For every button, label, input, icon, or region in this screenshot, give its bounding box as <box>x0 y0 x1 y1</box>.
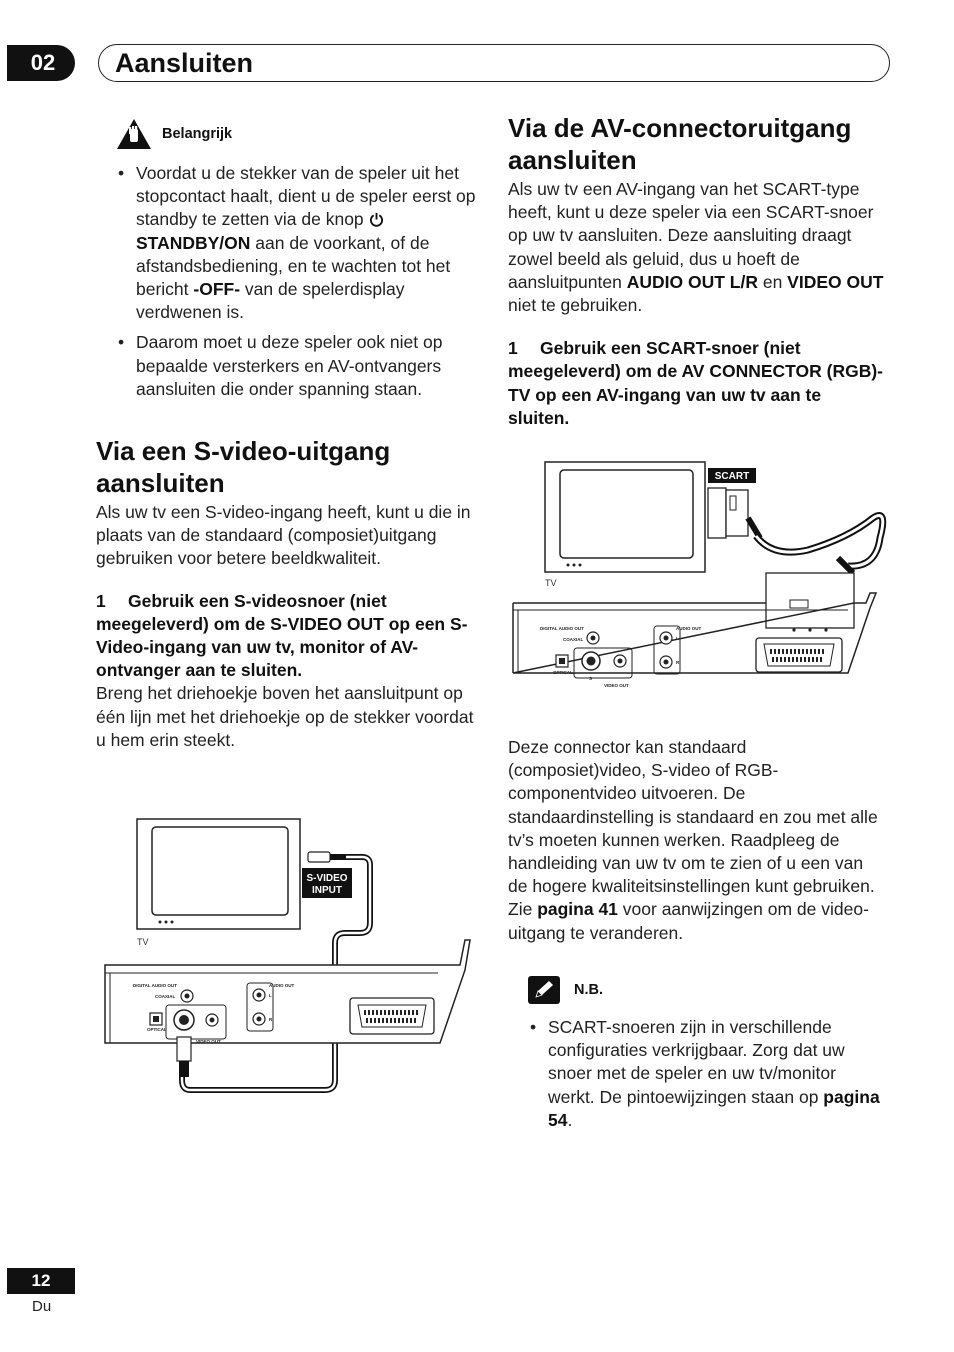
audio-l-label: L <box>676 636 679 641</box>
av-section <box>508 112 886 430</box>
scart-plug-tv <box>708 488 726 538</box>
scart-diagram <box>508 458 888 713</box>
audio-r-label: R <box>676 660 680 665</box>
svideo-diagram <box>100 815 480 1100</box>
av-intro: Als uw tv een AV-ingang van het SCART-type heeft, kunt u deze speler via een SCART-snoer op uw tv aansluiten. Deze aansluiting draagt zowel beeld als geluid, dus u hoeft de aansluitpunten AUDIO OUT L/R en VIDEO OUT niet te gebruiken. <box>508 179 884 316</box>
svideo-plug-tv <box>308 852 330 862</box>
important-bullet-2: • Daarom moet u deze speler ook niet op bepaalde versterkers en AV-ontvangers aansluiten die onder spanning staan. <box>116 331 476 401</box>
svideo-intro: Als uw tv een S-video-ingang heeft, kunt u die in plaats van de standaard (composiet)uitgang gebruiken voor betere beeldkwaliteit. <box>96 502 471 569</box>
optical-label: OPTICAL <box>553 670 573 675</box>
important-bullet-1: • Voordat u de stekker van de speler uit het stopcontact haalt, dient u de speler eerst op standby te zetten via de knop STANDBY/ON aan de voorkant, of de afstandsbediening, en te wachten tot het bericht -OFF- van de spelerdisplay verdwenen is. <box>116 162 476 324</box>
nb-note <box>528 976 886 1139</box>
tv-screen <box>152 827 288 915</box>
tv-label: TV <box>545 578 557 588</box>
audio-l-label: L <box>269 993 272 998</box>
av-title: Via de AV-connectoruitgang aansluiten <box>508 113 852 175</box>
svideo-section <box>96 435 480 752</box>
nb-label: N.B. <box>574 982 603 998</box>
warning-hand-icon <box>116 118 152 150</box>
svideo-input-label-1: S-VIDEO <box>306 873 348 884</box>
digital-audio-out-label: DIGITAL AUDIO OUT <box>540 626 584 631</box>
important-note <box>96 118 476 408</box>
av-step: 1 Gebruik een SCART-snoer (niet meegeleverd) om de AV CONNECTOR (RGB)-TV op een AV-ingang van uw tv aan te sluiten. <box>508 338 884 428</box>
page-number: 12 <box>7 1268 75 1294</box>
svideo-s-label: S <box>589 676 593 681</box>
chapter-title: Aansluiten <box>115 48 254 78</box>
svideo-step: 1 Gebruik een S-videosnoer (niet meegeleverd) om de S-VIDEO OUT op een S-Video-ingang van uw tv, monitor of AV-ontvanger aan te sluiten. <box>96 590 468 681</box>
digital-audio-out-label: DIGITAL AUDIO OUT <box>133 983 177 988</box>
pencil-note-icon <box>528 976 560 1004</box>
chapter-number: 02 <box>7 45 75 81</box>
important-label: Belangrijk <box>162 126 233 142</box>
tv-label: TV <box>137 937 149 947</box>
svideo-plug-player <box>177 1037 191 1061</box>
scart-label: SCART <box>714 471 750 482</box>
video-out-label: VIDEO OUT <box>604 683 629 688</box>
coaxial-label: COAXIAL <box>563 637 584 642</box>
coaxial-label: COAXIAL <box>155 994 176 999</box>
av-after-paragraph: Deze connector kan standaard (composiet)video, S-video of RGB-componentvideo uitvoeren. De standaardinstelling is standaard en zou met alle tv’s moeten kunnen werken. Raadpleeg de handleiding van uw tv om te zien of u een van de hogere kwaliteitsinstellingen kunt gebruiken. Zie pagina 41 voor aanwijzingen om de video-uitgang te veranderen. <box>508 737 878 943</box>
svideo-input-label-2: INPUT <box>312 885 342 896</box>
svideo-title: Via een S-video-uitgang aansluiten <box>96 436 391 498</box>
scart-plug-player <box>766 573 854 628</box>
chapter-header <box>98 44 890 82</box>
audio-out-label: AUDIO OUT <box>269 983 295 988</box>
audio-r-label: R <box>269 1017 273 1022</box>
audio-out-label: AUDIO OUT <box>676 626 702 631</box>
av-after-text <box>508 736 886 945</box>
language-code: Du <box>32 1298 52 1315</box>
video-out-label: VIDEO OUT <box>196 1039 221 1044</box>
nb-bullet: • SCART-snoeren zijn in verschillende configuraties verkrijgbaar. Zorg dat uw snoer met de speler en uw tv/monitor werkt. De pintoewijzingen staan op pagina 54. <box>528 1016 886 1132</box>
svideo-step-detail: Breng het driehoekje boven het aansluitpunt op één lijn met het driehoekje op de stekker voordat u hem erin steekt. <box>96 683 474 750</box>
tv-screen <box>560 470 693 558</box>
power-icon <box>369 212 384 227</box>
optical-label: OPTICAL <box>147 1027 167 1032</box>
